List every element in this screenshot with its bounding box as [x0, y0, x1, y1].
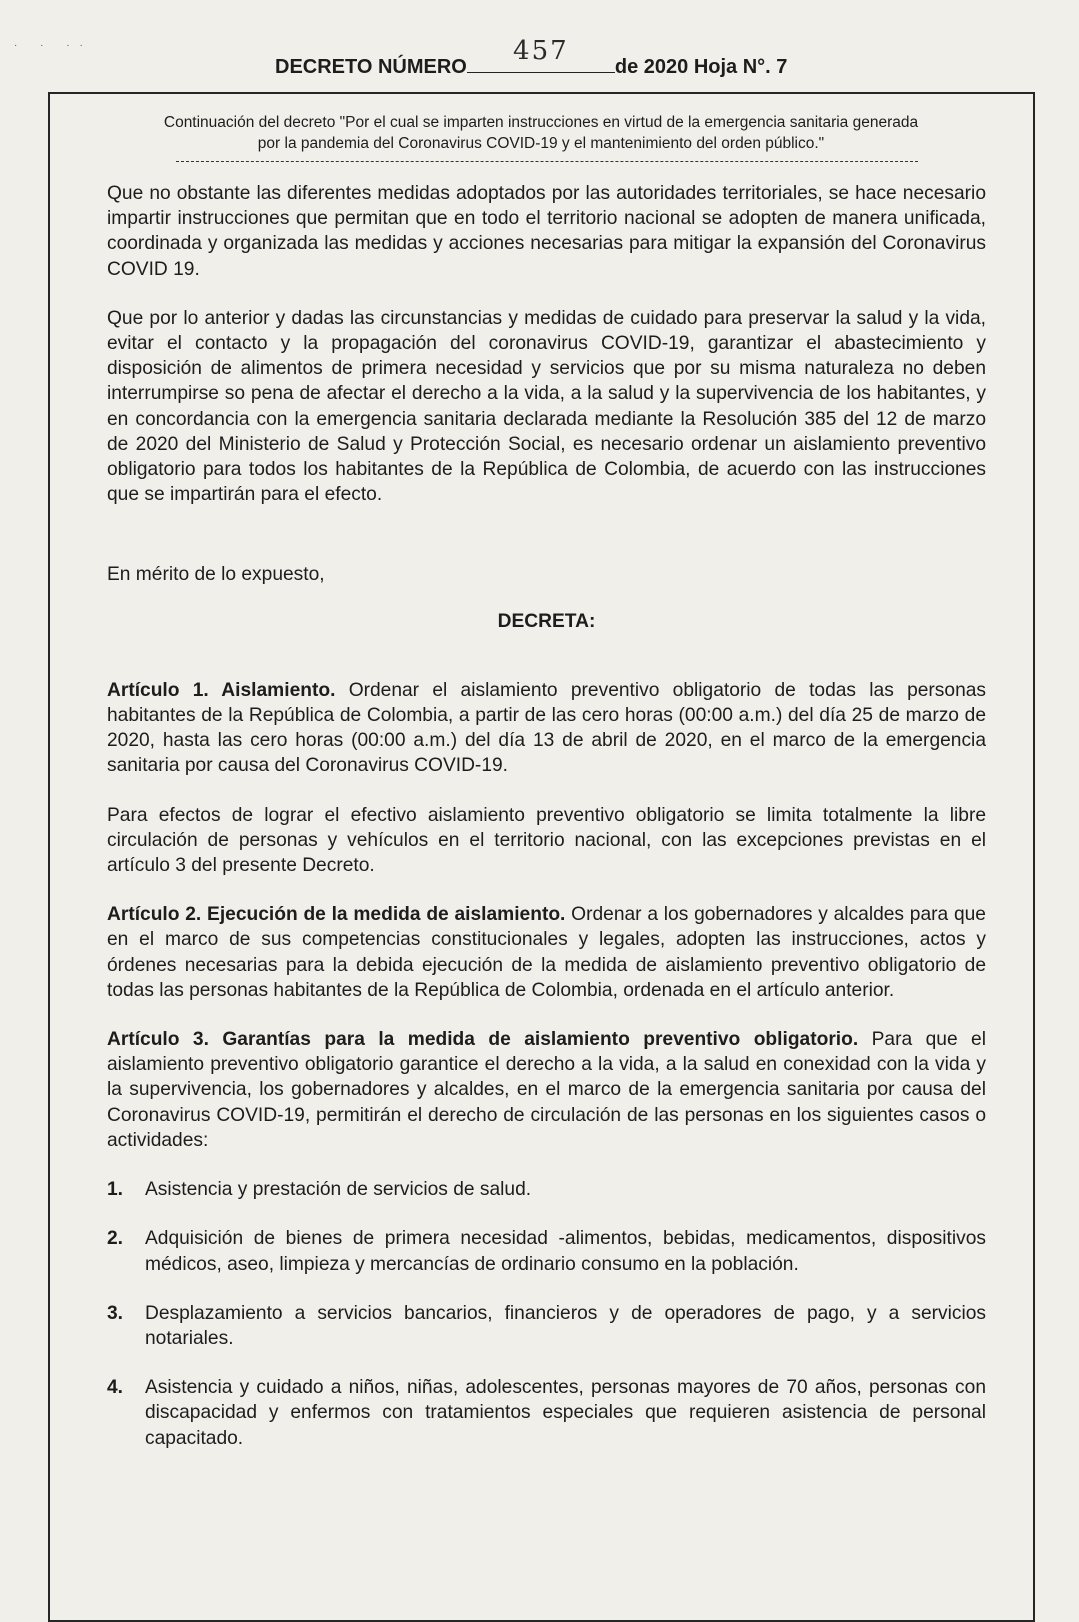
decree-suffix: de 2020 Hoja N°. 7 — [614, 56, 788, 78]
list-item: 2. Adquisición de bienes de primera necesidad -alimentos, bebidas, medicamentos, dispositivos médicos, aseo, limpieza y mercancías de ordinario consumo en la población. — [107, 1228, 986, 1275]
article-3-title: Artículo 3. Garantías para la medida de aislamiento preventivo obligatorio. — [107, 1029, 859, 1051]
decree-number: 457 — [513, 36, 569, 66]
merito-line: En mérito de lo expuesto, — [107, 564, 325, 586]
circulation-exceptions-list — [107, 1177, 986, 1451]
continuation-line-1: Continuación del decreto "Por el cual se imparten instrucciones en virtud de la emergencia sanitaria generada — [163, 114, 919, 131]
article-1-paragraph-2: Para efectos de lograr el efectivo aislamiento preventivo obligatorio se limita totalmente la libre circulación de personas y vehículos en el territorio nacional, con las excepciones previstas en el artículo 3 del presente Decreto. — [107, 804, 986, 877]
article-1 — [107, 678, 986, 779]
article-2-text: Ordenar a los gobernadores y alcaldes para que en el marco de sus competencias constitucionales y legales, adopten las instrucciones, actos y órdenes necesarias para la debida ejecución de la medida de aislamiento preventivo obligatorio de todas las personas habitantes de la República de Colombia, ordenada en el artículo anterior. — [107, 904, 986, 1001]
decree-title: DECRETO NÚMERO — [275, 56, 467, 78]
article-3-text: Para que el aislamiento preventivo obligatorio garantice el derecho a la vida, a la salud en conexidad con la vida y la supervivencia, los gobernadores y alcaldes, en el marco de la emergencia sanitaria por causa del Coronavirus COVID-19, permitirán el derecho de circulación de las personas en los siguientes casos o actividades: — [107, 1029, 986, 1151]
dashed-divider — [176, 161, 918, 162]
decreta-heading: DECRETA: — [497, 610, 596, 632]
list-item: 3. Desplazamiento a servicios bancarios, financieros y de operadores de pago, y a servicios notariales. — [107, 1302, 986, 1349]
continuation-note — [60, 112, 1022, 154]
article-3 — [107, 1027, 986, 1153]
article-1-title: Artículo 1. Aislamiento. — [107, 679, 336, 701]
decree-header — [275, 36, 788, 79]
paragraph-2: Que por lo anterior y dadas las circunstancias y medidas de cuidado para preservar la salud y la vida, evitar el contacto y la propagación del coronavirus COVID-19, garantizar el abastecimiento y disposición de alimentos de primera necesidad y servicios que por su misma naturaleza no deben interrumpirse so pena de afectar el derecho a la vida, a la salud y la supervivencia de los habitantes, y en concordancia con la emergencia sanitaria declarada mediante la Resolución 385 del 12 de marzo de 2020 del Ministerio de Salud y Protección Social, es necesario ordenar un aislamiento preventivo obligatorio para todos los habitantes de la República de Colombia, de acuerdo con las instrucciones que se impartirán para el efecto. — [107, 307, 986, 506]
paragraph-1: Que no obstante las diferentes medidas adoptados por las autoridades territoriales, se hace necesario impartir instrucciones que permitan que en todo el territorio nacional se adopten de manera unificada, coordinada y organizada las medidas y acciones necesarias para mitigar la expansión del Coronavirus COVID 19. — [107, 183, 986, 280]
continuation-line-2: por la pandemia del Coronavirus COVID-19 y el mantenimiento del orden público." — [257, 135, 825, 152]
decree-body — [107, 181, 986, 1451]
article-2-title: Artículo 2. Ejecución de la medida de aislamiento. — [107, 904, 566, 926]
scan-specks: · · ·· — [14, 40, 93, 51]
list-item: 1. Asistencia y prestación de servicios de salud. — [107, 1179, 532, 1201]
decree-number-line — [467, 36, 615, 73]
article-1-text: Ordenar el aislamiento preventivo obligatorio de todas las personas habitantes de la República de Colombia, a partir de las cero horas (00:00 a.m.) del día 25 de marzo de 2020, hasta las cero horas (00:00 a.m.) del día 13 de abril de 2020, en el marco de la emergencia sanitaria por causa del Coronavirus COVID-19. — [107, 679, 987, 777]
article-2 — [107, 902, 986, 1003]
list-item: 4. Asistencia y cuidado a niños, niñas, adolescentes, personas mayores de 70 años, personas con discapacidad y enfermos con tratamientos especiales que requieren asistencia de personal capacitado. — [107, 1377, 986, 1449]
